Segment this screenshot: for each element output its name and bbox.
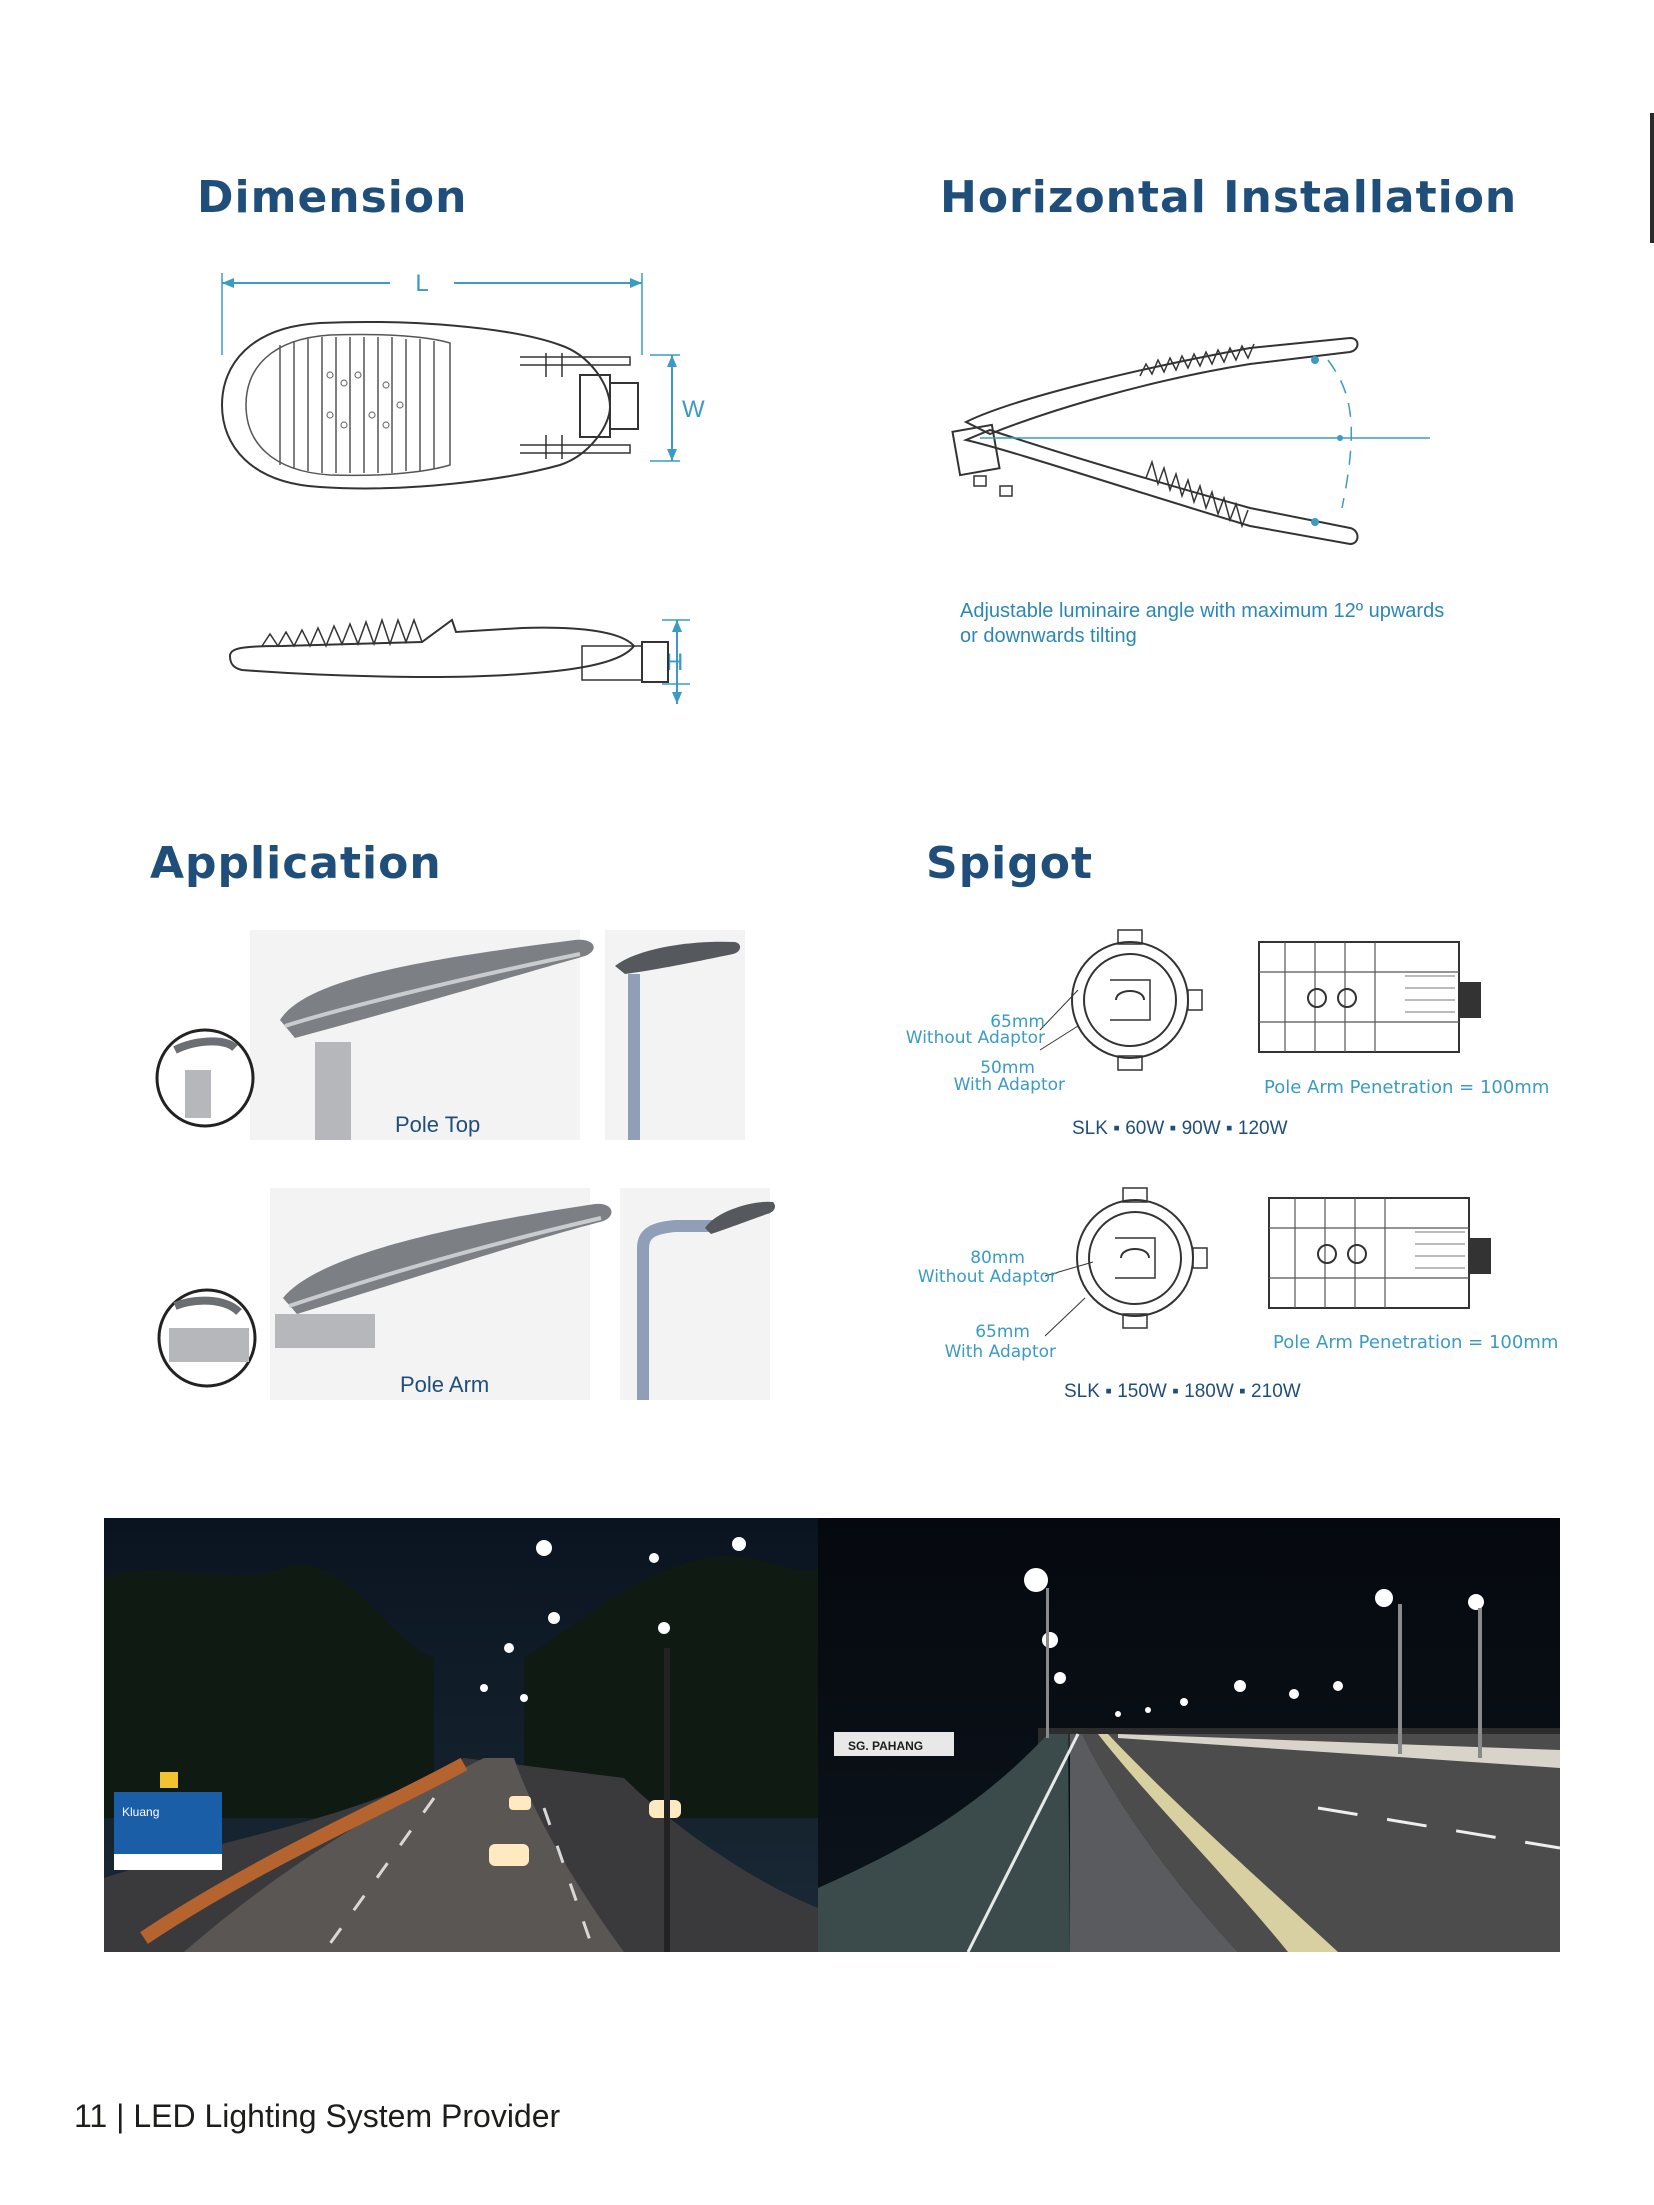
heading-horizontal-installation: Horizontal Installation	[940, 172, 1518, 223]
heading-application: Application	[150, 838, 442, 889]
application-pole-arm-label: Pole Arm	[400, 1372, 490, 1397]
dimension-side-view-drawing	[222, 612, 682, 712]
night-road-photo-left	[104, 1518, 818, 1952]
spigot-set1-front-drawing	[1060, 930, 1210, 1070]
application-pole-arm-image	[155, 1188, 775, 1400]
night-road-photo-right	[818, 1518, 1560, 1952]
footer-title: LED Lighting System Provider	[133, 2098, 561, 2134]
horizontal-installation-caption-line2: or downwards tilting	[960, 625, 1137, 647]
spigot-set1-penetration: Pole Arm Penetration = 100mm	[1264, 1077, 1550, 1098]
spigot-set1-with-adaptor-size: 50mm	[980, 1058, 1035, 1078]
heading-spigot: Spigot	[926, 838, 1094, 889]
heading-dimension: Dimension	[197, 172, 468, 223]
spigot-set1-without-adaptor-text: Without Adaptor	[905, 1028, 1045, 1048]
spigot-set2-with-adaptor-text: With Adaptor	[944, 1342, 1056, 1362]
spigot-set2-without-adaptor-text: Without Adaptor	[917, 1267, 1057, 1287]
spigot-set2-penetration: Pole Arm Penetration = 100mm	[1273, 1332, 1559, 1353]
spigot-set2-with-adaptor-size: 65mm	[975, 1322, 1030, 1342]
right-photo-sign-text: SG. PAHANG	[848, 1739, 924, 1753]
dimension-length-label: L	[415, 270, 429, 297]
spigot-set2-side-drawing	[1265, 1188, 1495, 1318]
spigot-set2-leader-lines	[1045, 1252, 1095, 1342]
spigot-set1-side-drawing	[1255, 932, 1485, 1062]
application-pole-top-image	[155, 930, 755, 1140]
spigot-set2-models: SLK ▪ 150W ▪ 180W ▪ 210W	[1064, 1381, 1301, 1402]
dimension-top-view-drawing	[210, 265, 705, 505]
application-pole-top-label: Pole Top	[395, 1112, 481, 1137]
left-photo-sign-text: Kluang	[122, 1805, 160, 1819]
horizontal-installation-drawing	[950, 330, 1430, 560]
horizontal-installation-caption-line1: Adjustable luminaire angle with maximum 12º upwards	[960, 600, 1445, 622]
spigot-set1-leader-lines	[1040, 990, 1080, 1060]
spigot-set1-without-adaptor-size: 65mm	[990, 1012, 1045, 1032]
spigot-set1-with-adaptor-text: With Adaptor	[953, 1075, 1065, 1095]
footer-page-number: 11	[74, 2098, 108, 2134]
spigot-set2-without-adaptor-size: 80mm	[970, 1248, 1025, 1268]
spigot-set1-models: SLK ▪ 60W ▪ 90W ▪ 120W	[1072, 1118, 1288, 1139]
dimension-width-label: W	[682, 396, 705, 423]
footer	[74, 2098, 560, 2135]
footer-separator: |	[116, 2098, 125, 2134]
page-edge-marker	[1650, 113, 1654, 243]
dimension-height-label: H	[666, 649, 684, 676]
